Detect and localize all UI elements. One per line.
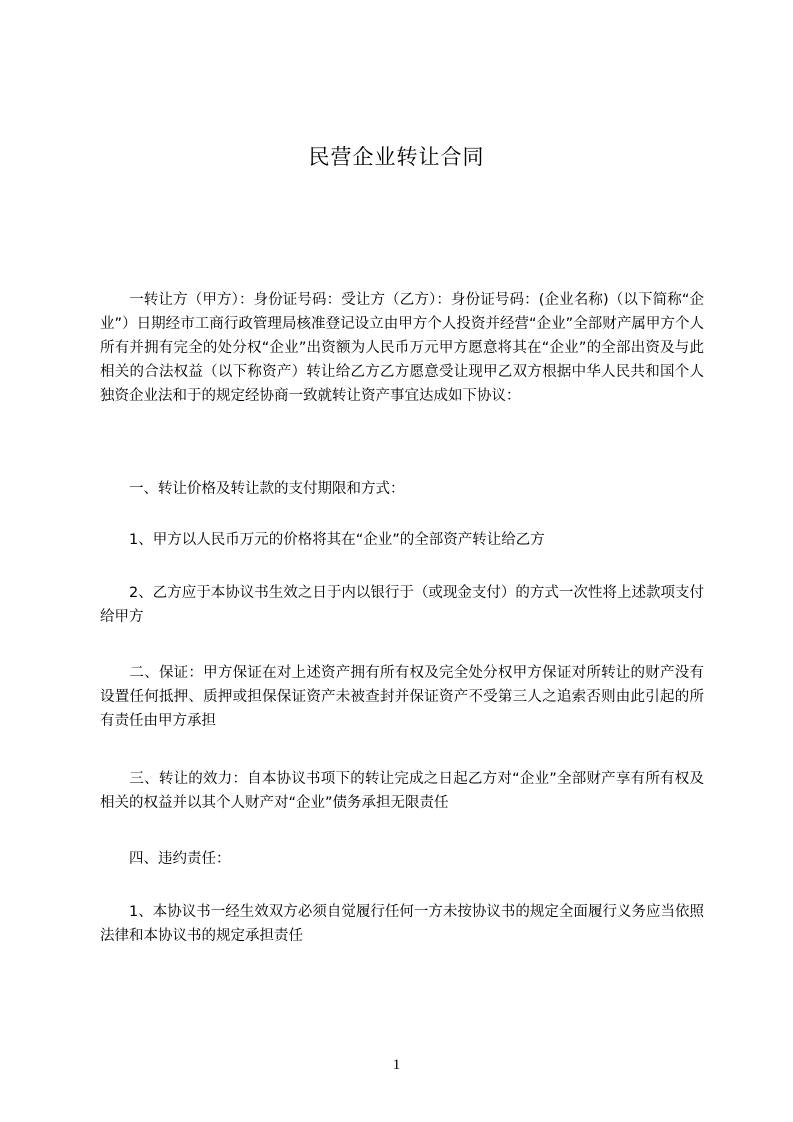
- paragraph-section-1-heading: 一、转让价格及转让款的支付期限和方式：: [100, 481, 405, 497]
- page-number: 1: [392, 1057, 401, 1073]
- paragraph-section-4-heading: 四、违约责任：: [100, 851, 231, 867]
- paragraph-parties: 一转让方（甲方）：身份证号码：受让方（乙方）：身份证号码：(企业名称)（以下简称“企业”）日期经市工商行政管理局核准登记设立由甲方个人投资并经营“企业”全部财产属甲方个人所有并拥有完全的处分权“企业”出资额为人民币万元甲方愿意将其在“企业”的全部出资及与此相关的合法权益（以下称资产）转让给乙方乙方愿意受让现甲乙双方根据中华人民共和国个人独资企业法和于的规定经协商一致就转让资产事宜达成如下协议：: [100, 292, 704, 404]
- document-title: 民营企业转让合同: [308, 145, 485, 169]
- paragraph-section-3-effect: 三、转让的效力：自本协议书项下的转让完成之日起乙方对“企业”全部财产享有所有权及相关的权益并以其个人财产对“企业”债务承担无限责任: [100, 771, 704, 811]
- paragraph-item-1-2: 2、乙方应于本协议书生效之日于内以银行于（或现金支付）的方式一次性将上述款项支付给甲方: [100, 585, 704, 625]
- paragraph-item-4-1: 1、本协议书一经生效双方必须自觉履行任何一方未按协议书的规定全面履行义务应当依照法律和本协议书的规定承担责任: [100, 904, 704, 944]
- paragraph-item-1-1: 1、甲方以人民币万元的价格将其在“企业”的全部资产转让给乙方: [100, 532, 545, 548]
- paragraph-section-2-guarantee: 二、保证：甲方保证在对上述资产拥有所有权及完全处分权甲方保证对所转让的财产没有设置任何抵押、质押或担保保证资产未被查封并保证资产不受第三人之追索否则由此引起的所有责任由甲方承担: [100, 665, 704, 729]
